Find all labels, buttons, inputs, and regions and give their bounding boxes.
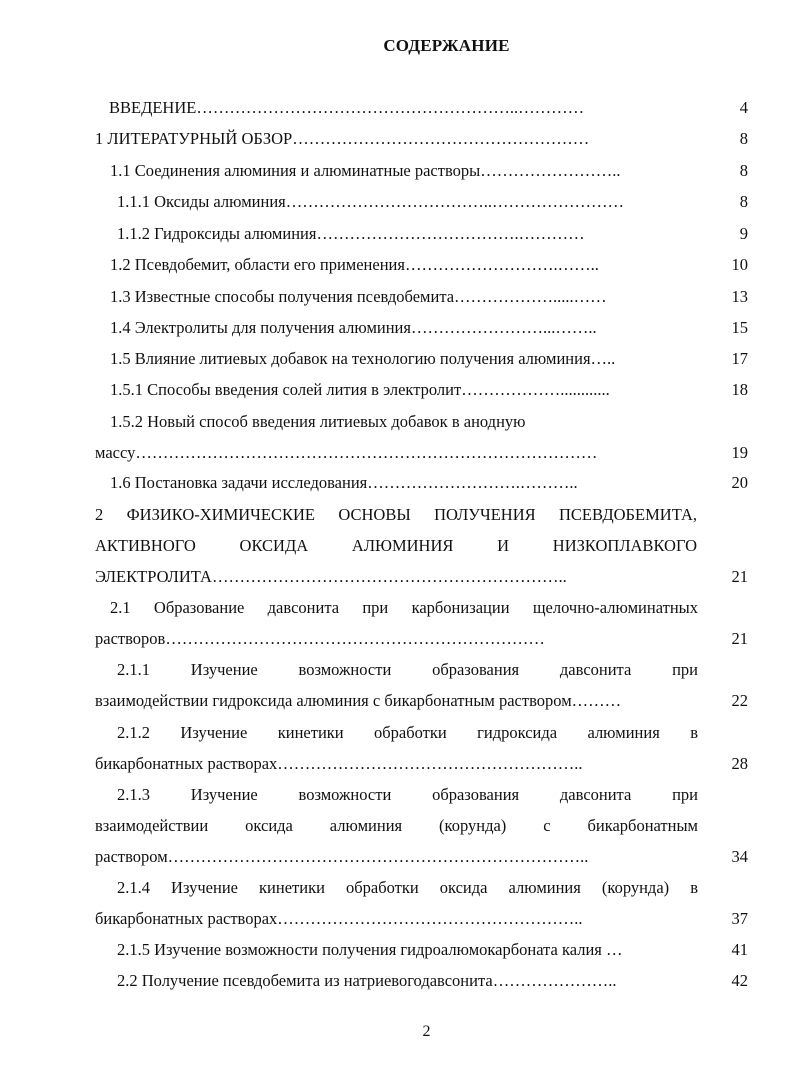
toc-page-number: 42 xyxy=(731,971,748,990)
toc-entry xyxy=(0,287,793,311)
toc-entry-text: взаимодействии оксида алюминия (корунда) с бикарбонатным xyxy=(95,816,698,835)
toc-page-number: 13 xyxy=(731,287,748,306)
toc-entry-text: 2.1.3 Изучение возможности образования давсонита при xyxy=(117,785,698,804)
toc-entry-text: АКТИВНОГО ОКСИДА АЛЮМИНИЯ И НИЗКОПЛАВКОГО xyxy=(95,536,697,555)
toc-entry xyxy=(0,380,793,404)
toc-page-number: 21 xyxy=(731,567,748,586)
toc-entry xyxy=(0,940,793,964)
toc-entry xyxy=(0,536,793,560)
toc-entry-text: ЭЛЕКТРОЛИТА……………………………………………………….. xyxy=(95,567,567,586)
toc-page-number: 19 xyxy=(731,443,748,462)
toc-entry xyxy=(0,192,793,216)
toc-page-number: 10 xyxy=(731,255,748,274)
toc-page-number: 22 xyxy=(731,691,748,710)
toc-page-number: 4 xyxy=(739,98,748,117)
toc-entry xyxy=(0,909,793,933)
toc-page-number: 15 xyxy=(731,318,748,337)
page-number-footer: 2 xyxy=(422,1023,431,1040)
toc-entry xyxy=(0,754,793,778)
toc-page-number: 8 xyxy=(739,192,748,211)
toc-page-number: 37 xyxy=(731,909,748,928)
toc-entry-text: 1 ЛИТЕРАТУРНЫЙ ОБЗОР……………………………………………… xyxy=(95,129,590,148)
toc-page-number: 41 xyxy=(731,940,748,959)
toc-entry-text: 1.1 Соединения алюминия и алюминатные растворы…………………….. xyxy=(110,161,621,180)
toc-entry xyxy=(0,660,793,684)
toc-entry-text: 2.1.5 Изучение возможности получения гидроалюмокарбоната калия … xyxy=(117,940,623,959)
toc-entry-text: массу………………………………………………………………………… xyxy=(95,443,598,462)
toc-entry-text: 2 ФИЗИКО-ХИМИЧЕСКИЕ ОСНОВЫ ПОЛУЧЕНИЯ ПСЕВДОБЕМИТА, xyxy=(95,505,697,524)
toc-entry-text: 1.6 Постановка задачи исследования……………………….……….. xyxy=(110,473,578,492)
toc-entry-text: 1.5.1 Способы введения солей лития в электролит………………............ xyxy=(110,380,610,399)
toc-entry-text: 1.3 Известные способы получения псевдобемита……………….....…… xyxy=(110,287,607,306)
toc-entry xyxy=(0,971,793,995)
toc-page-number: 21 xyxy=(731,629,748,648)
toc-entry-text: 2.1 Образование давсонита при карбонизации щелочно-алюминатных xyxy=(110,598,698,617)
toc-entry-text: 1.4 Электролиты для получения алюминия……………………...…….. xyxy=(110,318,597,337)
toc-entry xyxy=(0,349,793,373)
toc-entry-text: бикарбонатных растворах……………………………………………….. xyxy=(95,909,583,928)
toc-entry xyxy=(0,847,793,871)
toc-page-number: 28 xyxy=(731,754,748,773)
toc-entry xyxy=(0,878,793,902)
toc-entry-text: бикарбонатных растворах……………………………………………….. xyxy=(95,754,583,773)
toc-entry xyxy=(0,443,793,467)
toc-page-number: 20 xyxy=(731,473,748,492)
toc-entry-text: 2.1.1 Изучение возможности образования давсонита при xyxy=(117,660,698,679)
toc-entry-text: раствором………………………………………………………………….. xyxy=(95,847,589,866)
toc-page-number: 17 xyxy=(731,349,748,368)
toc-entry-text: растворов…………………………………………………………… xyxy=(95,629,545,648)
toc-entry-text: 2.2 Получение псевдобемита из натриевогодавсонита………………….. xyxy=(117,971,617,990)
toc-entry xyxy=(0,723,793,747)
toc-title: СОДЕРЖАНИЕ xyxy=(383,36,510,55)
toc-entry-text: взаимодействии гидроксида алюминия с бикарбонатным раствором……… xyxy=(95,691,622,710)
toc-entry-text: 2.1.2 Изучение кинетики обработки гидроксида алюминия в xyxy=(117,723,698,742)
toc-entry-text: 1.2 Псевдобемит, области его применения……………………….…….. xyxy=(110,255,599,274)
toc-entry xyxy=(0,785,793,809)
toc-page-number: 9 xyxy=(739,224,748,243)
toc-page-number: 18 xyxy=(731,380,748,399)
toc-entry xyxy=(0,98,793,122)
toc-page-number: 34 xyxy=(731,847,748,866)
toc-entry-text: 1.1.1 Оксиды алюминия………………………………..…………………… xyxy=(117,192,624,211)
toc-entry xyxy=(0,161,793,185)
toc-entry xyxy=(0,473,793,497)
toc-entry xyxy=(0,598,793,622)
toc-entry xyxy=(0,224,793,248)
toc-entry-text: 1.5 Влияние литиевых добавок на технологию получения алюминия….. xyxy=(110,349,616,368)
toc-entry xyxy=(0,691,793,715)
toc-page-number: 8 xyxy=(739,161,748,180)
toc-entry-text: 2.1.4 Изучение кинетики обработки оксида алюминия (корунда) в xyxy=(117,878,698,897)
toc-entry xyxy=(0,412,793,436)
toc-entry xyxy=(0,505,793,529)
toc-entry xyxy=(0,318,793,342)
toc-entry xyxy=(0,816,793,840)
toc-entry xyxy=(0,567,793,591)
toc-entry xyxy=(0,255,793,279)
toc-entry xyxy=(0,629,793,653)
toc-entry-text: 1.5.2 Новый способ введения литиевых добавок в анодную xyxy=(110,412,526,431)
toc-entry xyxy=(0,129,793,153)
toc-entry-text: 1.1.2 Гидроксиды алюминия……………………………….………… xyxy=(117,224,585,243)
toc-page-number: 8 xyxy=(739,129,748,148)
toc-entry-text: ВВЕДЕНИЕ…………………………………………………..………… xyxy=(109,98,585,117)
